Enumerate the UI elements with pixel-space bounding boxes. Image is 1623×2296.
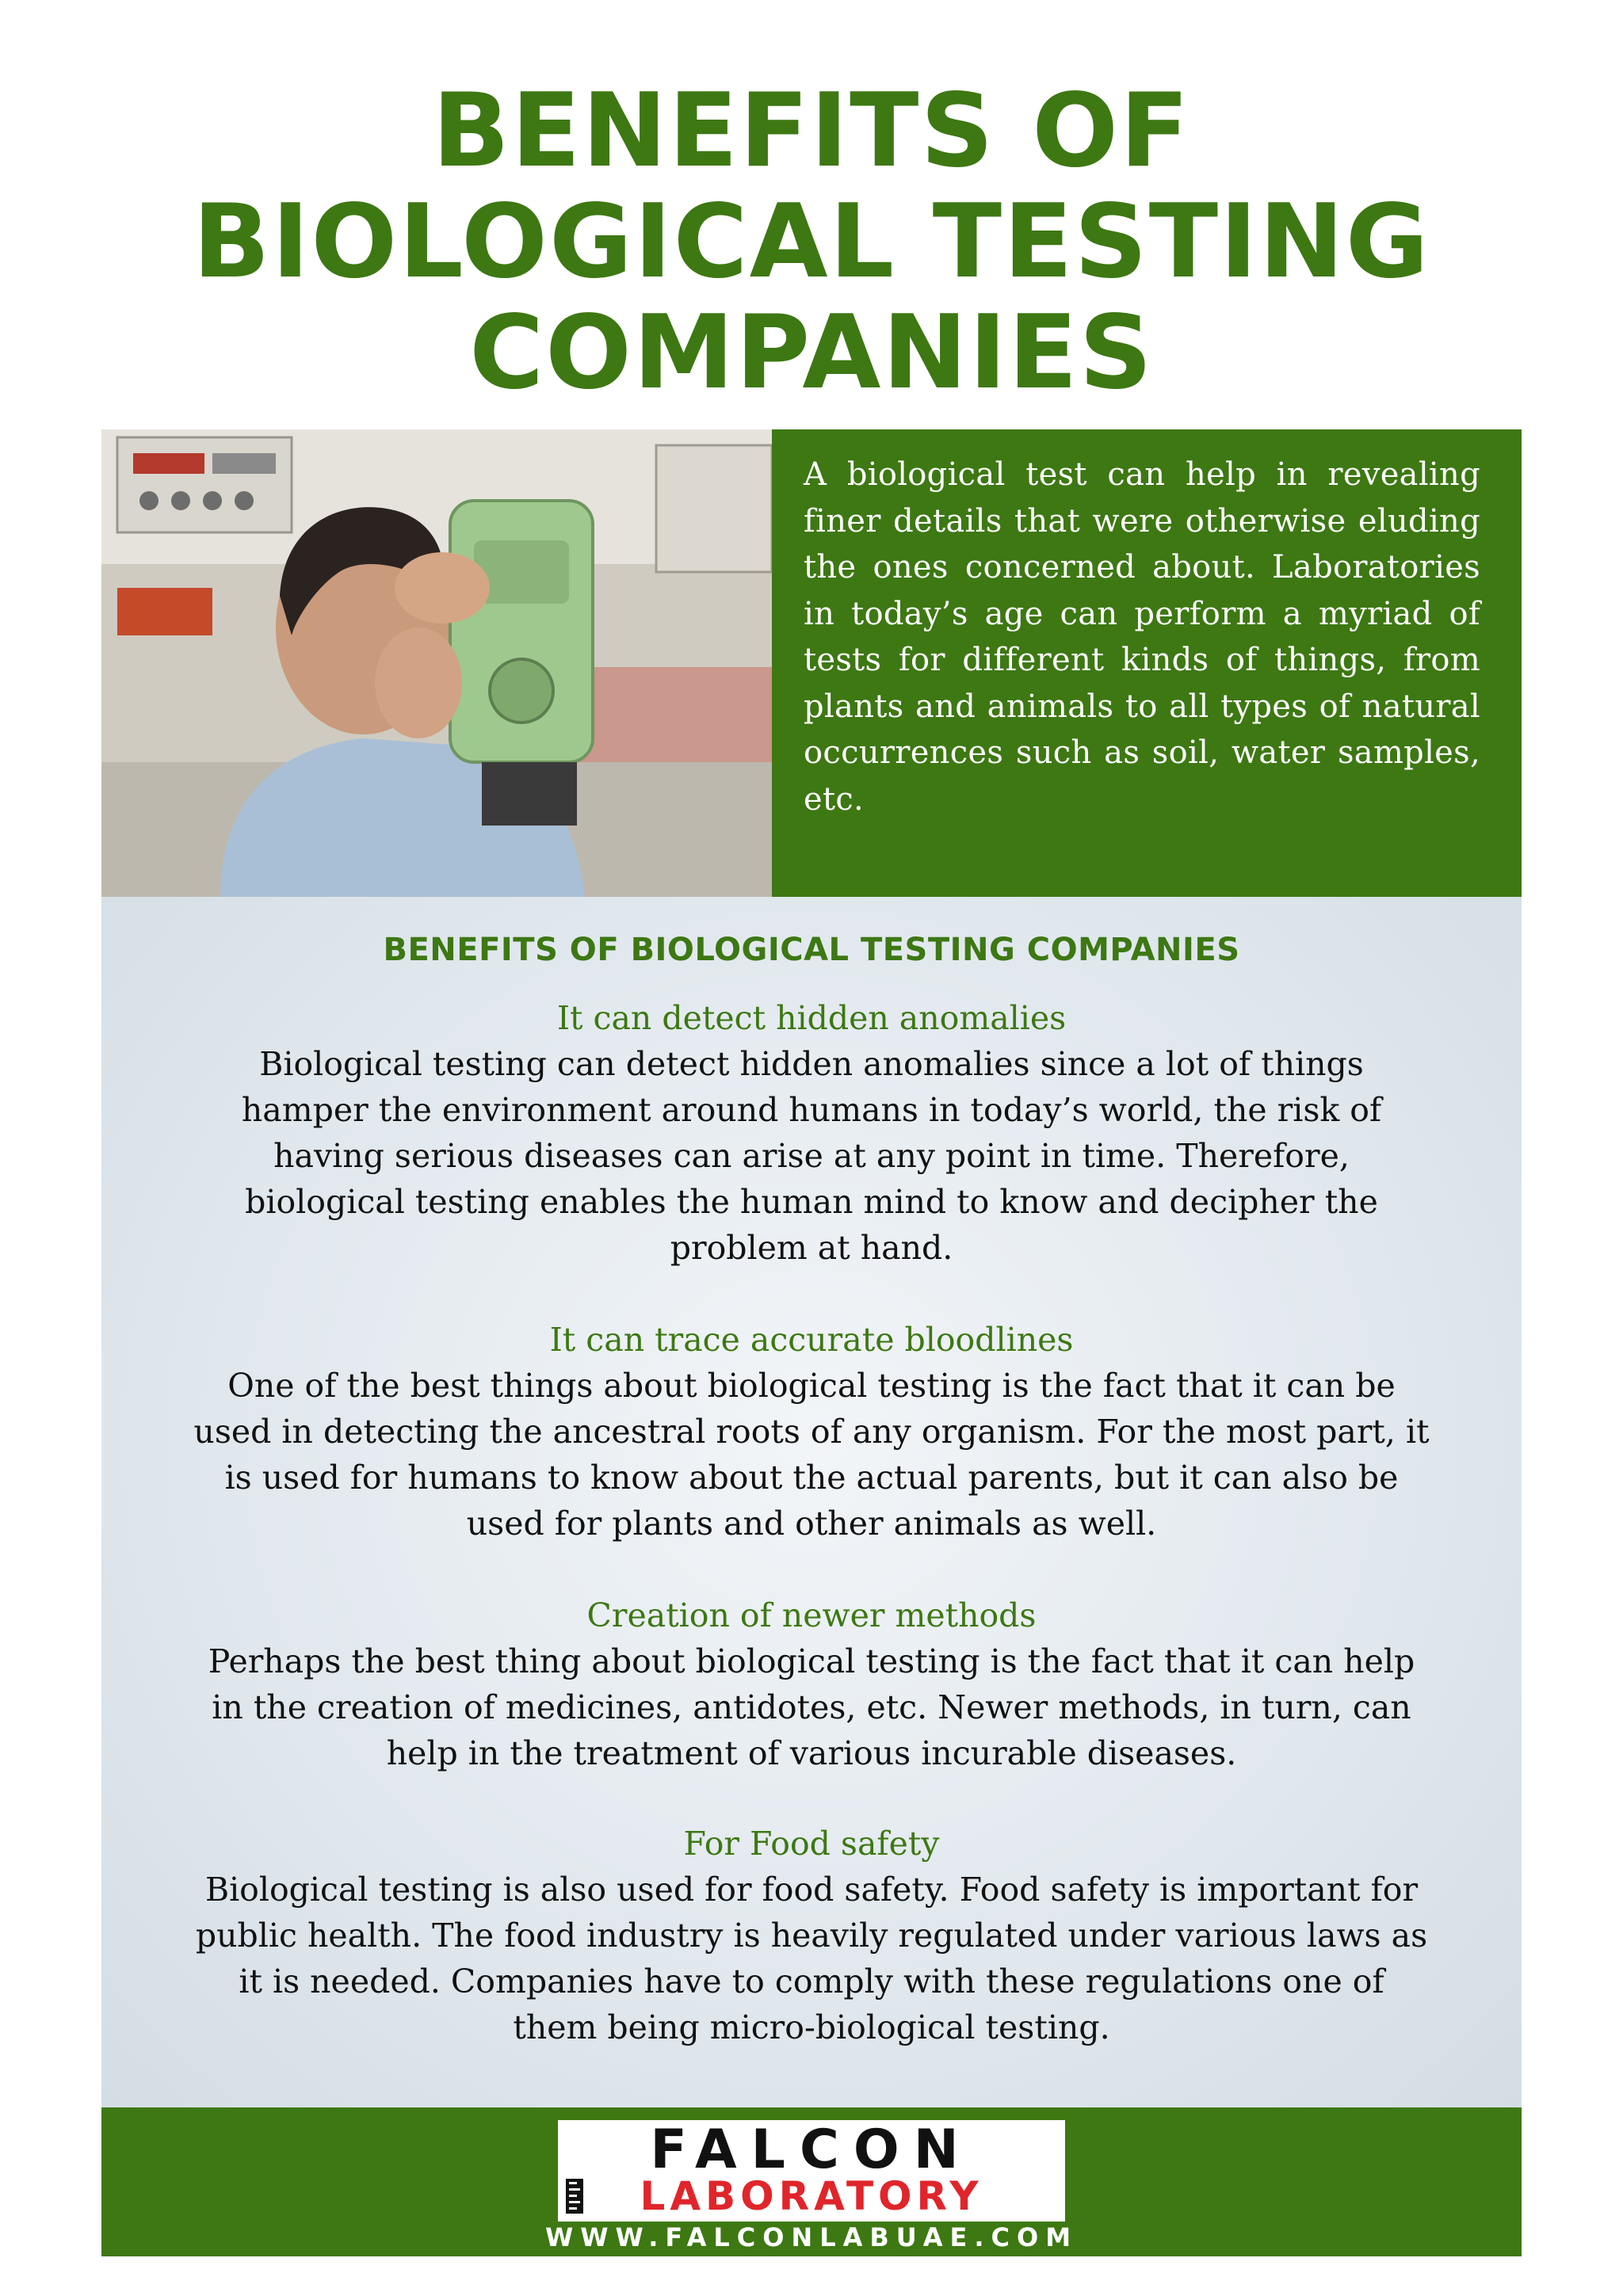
benefit-newer-methods bbox=[101, 1592, 1522, 1776]
benefit-body: Biological testing can detect hidden anomalies since a lot of things hamper the environment around humans in today’s world, the risk of having serious diseases can arise at any point in time. Therefore, biological testing enables the human mind to know and decipher the problem at hand. bbox=[241, 1045, 1382, 1267]
intro-box bbox=[772, 429, 1522, 897]
benefit-title: It can detect hidden anomalies bbox=[556, 999, 1067, 1037]
logo-bottom-word: LABORATORY bbox=[640, 2173, 983, 2219]
benefit-title: For Food safety bbox=[683, 1825, 940, 1863]
benefit-title: Creation of newer methods bbox=[586, 1596, 1037, 1634]
title-line-1: BENEFITS OF bbox=[432, 72, 1191, 190]
lab-technician-photo bbox=[101, 429, 772, 897]
benefit-bloodlines bbox=[101, 1317, 1522, 1547]
title-line-3: COMPANIES bbox=[469, 294, 1154, 412]
website-link[interactable]: WWW.FALCONLABUAE.COM bbox=[544, 2222, 1079, 2252]
logo-top-word: FALCON bbox=[650, 2119, 973, 2181]
benefit-body: Biological testing is also used for food safety. Food safety is important for public health. The food industry is heavily regulated under various laws as it is needed. Companies have to comply with these regulations one of them being micro-biological testing. bbox=[195, 1871, 1428, 2046]
page-title bbox=[0, 72, 1623, 412]
benefit-body: Perhaps the best thing about biological testing is the fact that it can help in the creation of medicines, antidotes, etc. Newer methods, in turn, can help in the treatment of various incurable diseases. bbox=[208, 1642, 1415, 1772]
falcon-laboratory-logo bbox=[558, 2120, 1065, 2222]
benefit-food-safety bbox=[101, 1821, 1522, 2050]
benefit-hidden-anomalies bbox=[101, 995, 1522, 1271]
title-line-2: BIOLOGICAL TESTING bbox=[193, 183, 1430, 301]
intro-text: A biological test can help in revealing finer details that were otherwise eluding the ones concerned about. Laboratories in today’s age can perform a myriad of tests for different kinds of things, from plants and animals to all types of natural occurrences such as soil, water samples, etc. bbox=[804, 456, 1480, 818]
section-heading: BENEFITS OF BIOLOGICAL TESTING COMPANIES bbox=[383, 932, 1240, 968]
benefits-panel bbox=[101, 897, 1522, 2107]
footer bbox=[101, 2107, 1522, 2256]
benefit-body: One of the best things about biological testing is the fact that it can be used in detecting the ancestral roots of any organism. For the most part, it is used for humans to know about the actual parents, but it can also be used for plants and other animals as well. bbox=[193, 1367, 1430, 1543]
benefit-title: It can trace accurate bloodlines bbox=[549, 1321, 1074, 1359]
